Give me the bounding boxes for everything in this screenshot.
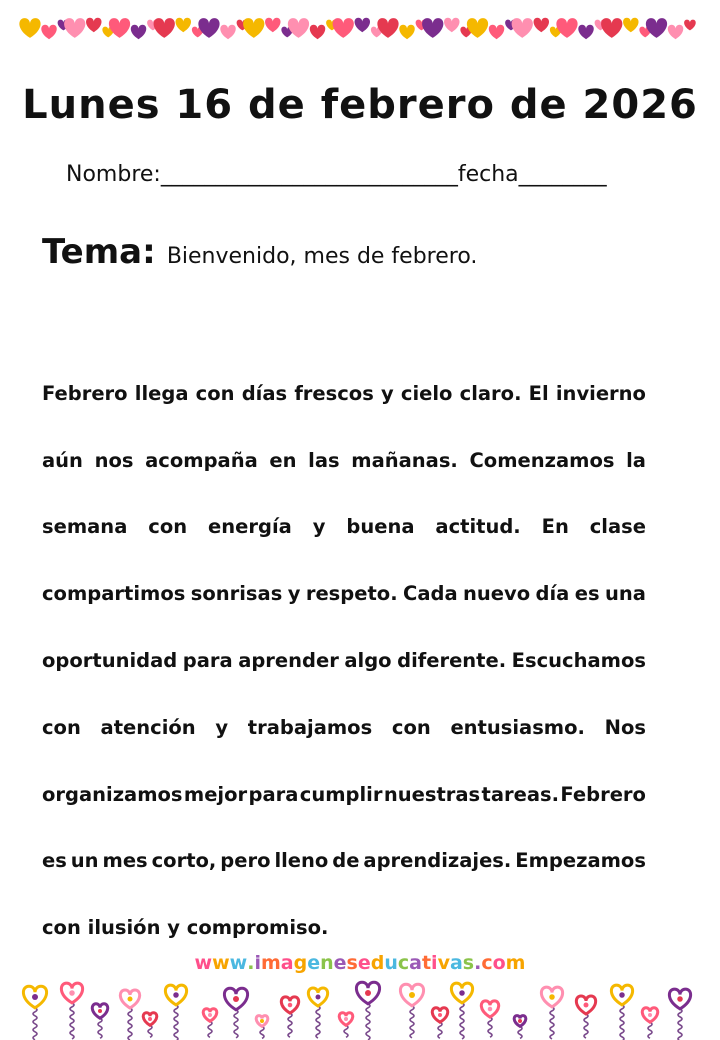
flower-stem	[584, 1014, 588, 1038]
flower-stem	[344, 1025, 348, 1037]
heart-icon	[131, 25, 146, 39]
flower-center	[128, 997, 133, 1002]
flower-center	[648, 1013, 652, 1017]
heart-icon	[19, 18, 40, 38]
website-text: www.imageneseducativas.com	[194, 952, 526, 974]
heart-icon	[355, 18, 370, 32]
reading-paragraph	[42, 360, 646, 961]
heart-icon	[422, 18, 443, 38]
flower-center	[438, 1013, 442, 1017]
flower-center	[619, 992, 625, 998]
paragraph-line: oportunidad para aprender algo diferente. Escuchamos	[42, 649, 646, 673]
paragraph-line: con ilusión y compromiso.	[42, 916, 329, 940]
heart-icon	[176, 18, 191, 32]
flower-stem	[316, 1006, 320, 1038]
flower-stem	[488, 1017, 492, 1037]
flower-stem	[98, 1018, 102, 1038]
theme-row	[42, 232, 682, 272]
flower-center	[233, 996, 239, 1002]
theme-label: Tema:	[42, 232, 156, 272]
flower-center	[409, 992, 415, 998]
heart-icon	[154, 18, 175, 38]
flower-stem	[174, 1005, 178, 1040]
flower-stem	[128, 1008, 132, 1040]
flower-center	[344, 1017, 348, 1021]
flower-stem	[366, 1004, 370, 1040]
heart-icon	[489, 25, 504, 39]
flower-stem	[648, 1022, 652, 1038]
flower-stem	[148, 1025, 152, 1037]
heart-icon	[467, 18, 488, 38]
flower-center	[518, 1019, 522, 1023]
flower-stem	[550, 1007, 554, 1039]
paragraph-line: es un mes corto, pero lleno de aprendizajes. Empezamos	[42, 849, 646, 873]
flower-stem	[460, 1003, 464, 1039]
heart-icon	[377, 18, 398, 38]
flower-stem	[208, 1021, 212, 1037]
flower-stem	[518, 1026, 522, 1038]
heart-icon	[512, 18, 533, 38]
flower-center	[98, 1009, 102, 1013]
flower-stem	[234, 1010, 238, 1038]
flower-stem	[620, 1005, 624, 1040]
flower-stem	[678, 1009, 682, 1040]
flower-center	[549, 994, 555, 1000]
heart-icon	[668, 25, 683, 39]
paragraph-line: Febrero llega con días frescos y cielo claro. El invierno	[42, 381, 646, 405]
flower-center	[488, 1007, 493, 1012]
flower-stem	[33, 1008, 37, 1040]
heart-icon	[220, 25, 235, 39]
theme-text: Bienvenido, mes de febrero.	[166, 244, 478, 269]
flower-stem	[438, 1022, 442, 1038]
flower-center	[260, 1019, 264, 1023]
flower-center	[173, 992, 179, 998]
paragraph-line: aún nos acompaña en las mañanas. Comenzamos la	[42, 448, 646, 472]
flower-center	[288, 1003, 293, 1008]
flower-stem	[260, 1026, 264, 1038]
flower-center	[459, 990, 465, 996]
heart-icon	[601, 18, 622, 38]
flower-center	[208, 1013, 212, 1017]
heart-flowers-border-bottom	[0, 975, 720, 1040]
website-watermark	[0, 952, 720, 974]
heart-icon	[288, 18, 309, 38]
heart-icon	[310, 25, 325, 39]
heart-icon	[646, 18, 667, 38]
flower-center	[69, 990, 75, 996]
heart-icon	[265, 18, 280, 32]
heart-icon	[534, 18, 549, 32]
heart-icon	[333, 18, 354, 38]
paragraph-line: organizamos mejor para cumplir nuestras tareas. Febrero	[42, 782, 646, 806]
flower-stem	[70, 1003, 74, 1039]
flower-stem	[410, 1006, 414, 1038]
heart-icon	[578, 25, 593, 39]
flower-center	[316, 995, 321, 1000]
name-date-line: Nombre:___________________________fecha________	[66, 162, 607, 187]
flower-stem	[288, 1013, 292, 1037]
paragraph-line: semana con energía y buena actitud. En clase	[42, 515, 646, 539]
heart-icon	[109, 18, 130, 38]
paragraph-line: compartimos sonrisas y respeto. Cada nuevo día es una	[42, 582, 646, 606]
flower-center	[32, 994, 38, 1000]
heart-icon	[64, 18, 85, 38]
flower-center	[365, 990, 371, 996]
heart-icon	[198, 18, 219, 38]
flower-center	[148, 1017, 152, 1021]
heart-icon	[243, 18, 264, 38]
heart-icon	[556, 18, 577, 38]
heart-icon	[623, 18, 638, 32]
flower-center	[677, 996, 683, 1002]
heart-border-top	[0, 10, 720, 50]
heart-icon	[41, 25, 56, 39]
heart-icon	[444, 18, 459, 32]
date-title: Lunes 16 de febrero de 2026	[22, 82, 698, 128]
flower-center	[584, 1003, 589, 1008]
heart-icon	[684, 20, 696, 31]
heart-icon	[399, 25, 414, 39]
heart-icon	[86, 18, 101, 32]
paragraph-line: con atención y trabajamos con entusiasmo. Nos	[42, 715, 646, 739]
